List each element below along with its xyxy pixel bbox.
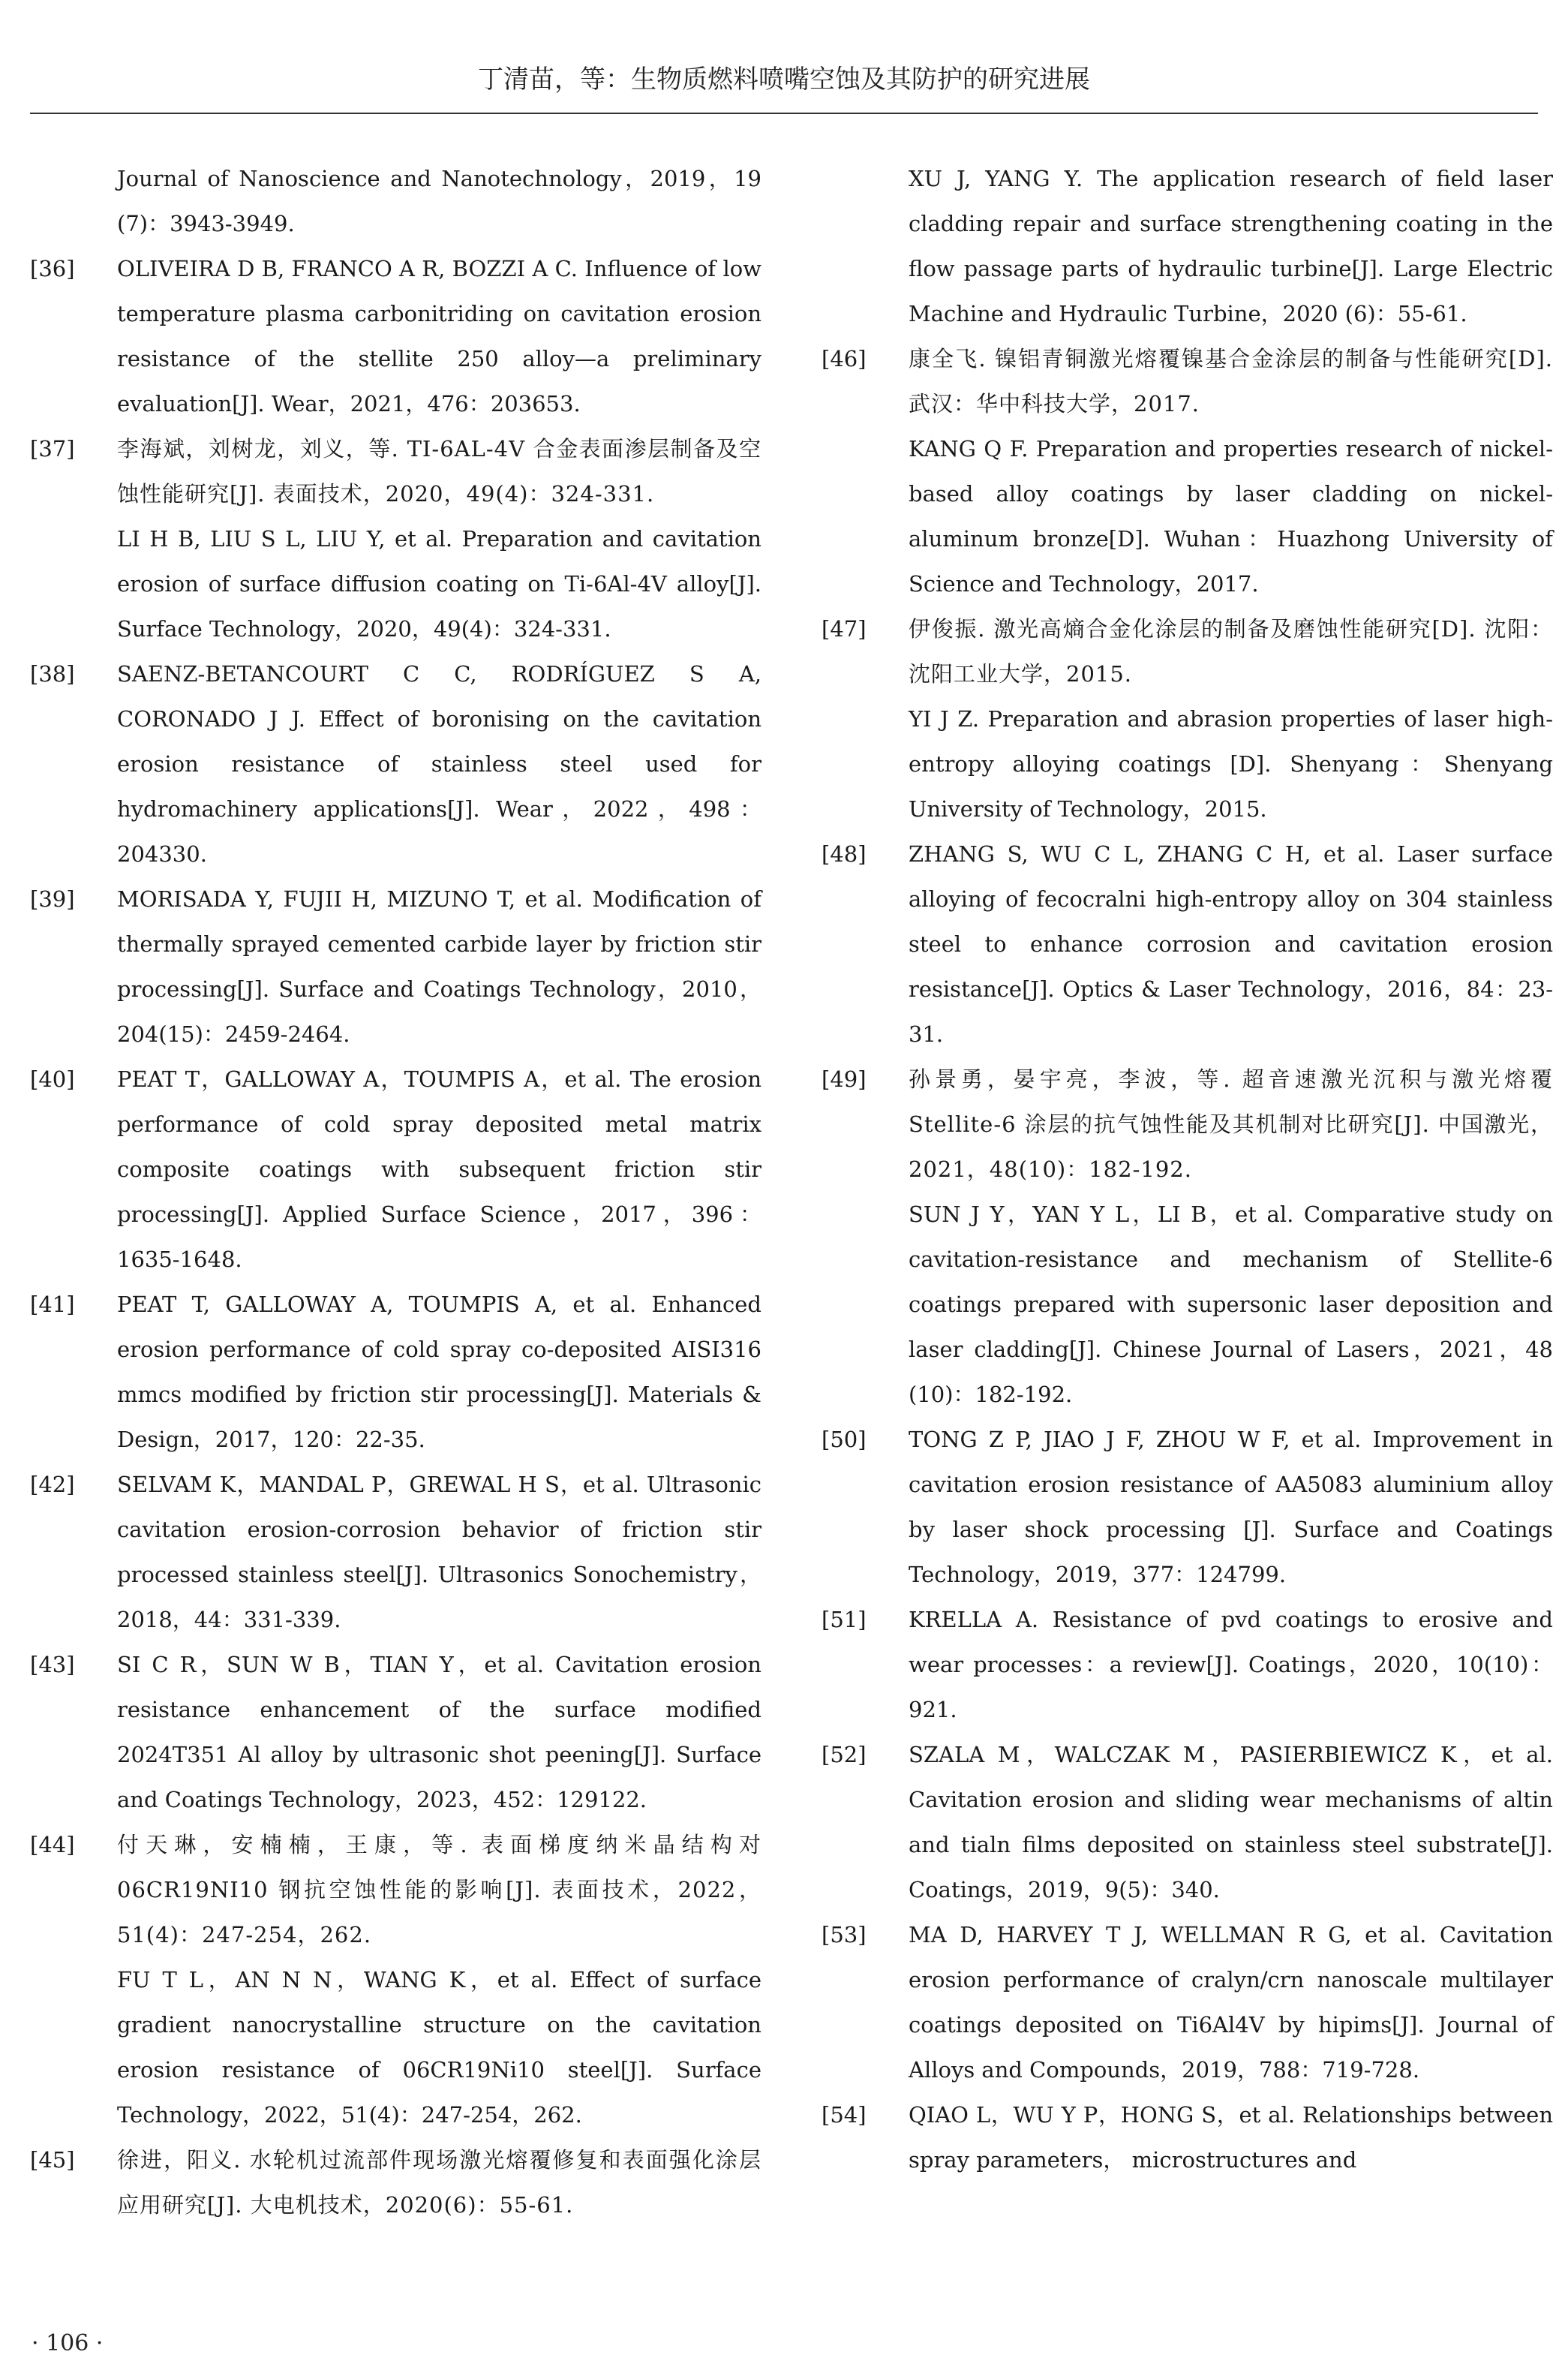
reference-entry <box>822 606 1553 832</box>
reference-number: [36] <box>30 256 75 281</box>
reference-number: [50] <box>822 1427 867 1452</box>
reference-entry <box>30 1282 761 1462</box>
reference-text: LI H B, LIU S L, LIU Y, et al. Preparation and cavitation erosion of surface diffusion coating on Ti-6Al-4V alloy[J]. Surface Technology，2020，49(4)：324-331. <box>117 526 761 642</box>
reference-text: 徐进，阳义. 水轮机过流部件现场激光熔覆修复和表面强化涂层应用研究[J]. 大电机技术，2020(6)：55-61. <box>117 2147 761 2218</box>
reference-entry <box>30 246 761 426</box>
reference-number: [49] <box>822 1066 867 1092</box>
reference-entry <box>822 1732 1553 1912</box>
reference-text: MORISADA Y, FUJII H, MIZUNO T, et al. Modification of thermally sprayed cemented carbide layer by friction stir processing[J]. Surface and Coatings Technology，2010，204(15)：2459-2464. <box>117 886 761 1047</box>
reference-text: SELVAM K，MANDAL P，GREWAL H S，et al. Ultrasonic cavitation erosion-corrosion behavior of friction stir processed stainless steel[J]. Ultrasonics Sonochemistry，2018，44：331-339. <box>117 1472 761 1632</box>
reference-text: 康全飞. 镍铝青铜激光熔覆镍基合金涂层的制备与性能研究[D]. 武汉：华中科技大学，2017. <box>909 346 1553 417</box>
reference-text: SAENZ-BETANCOURT C C, RODRÍGUEZ S A, CORONADO J J. Effect of boronising on the cavitation erosion resistance of stainless steel used for hydromachinery applications[J]. Wear，2022，498：204330. <box>117 661 761 867</box>
reference-text: FU T L，AN N N，WANG K，et al. Effect of surface gradient nanocrystalline structure on the cavitation erosion resistance of 06CR19Ni10 steel[J]. Surface Technology，2022，51(4)：247-254，262. <box>117 1967 761 2128</box>
reference-text: YI J Z. Preparation and abrasion properties of laser high-entropy alloying coatings [D]. Shenyang：Shenyang University of Technology，2015. <box>909 706 1553 822</box>
reference-number: [52] <box>822 1742 867 1767</box>
reference-text: TONG Z P, JIAO J F, ZHOU W F, et al. Improvement in cavitation erosion resistance of AA5083 aluminium alloy by laser shock processing [J]. Surface and Coatings Technology，2019，377：124799. <box>909 1427 1553 1587</box>
reference-text: KRELLA A. Resistance of pvd coatings to erosive and wear processes：a review[J]. Coatings，2020，10(10)：921. <box>909 1607 1553 1722</box>
reference-entry <box>30 156 761 246</box>
reference-number: [47] <box>822 616 867 642</box>
reference-text: 付天琳，安楠楠，王康，等. 表面梯度纳米晶结构对06CR19NI10 钢抗空蚀性能的影响[J]. 表面技术，2022，51(4)：247-254，262. <box>117 1832 761 1947</box>
reference-text: 孙景勇，晏宇亮，李波，等. 超音速激光沉积与激光熔覆 Stellite-6 涂层的抗气蚀性能及其机制对比研究[J]. 中国激光，2021，48(10)：182-192. <box>909 1066 1553 1182</box>
reference-entry <box>822 156 1553 336</box>
reference-text: PEAT T，GALLOWAY A，TOUMPIS A，et al. The erosion performance of cold spray deposited metal matrix composite coatings with subsequent friction stir processing[J]. Applied Surface Science，2017，396：1635-1648. <box>117 1066 761 1272</box>
reference-number: [37] <box>30 436 75 462</box>
reference-number: [54] <box>822 2102 867 2128</box>
reference-entry <box>822 1417 1553 1597</box>
reference-number: [44] <box>30 1832 75 1857</box>
reference-text: KANG Q F. Preparation and properties research of nickel-based alloy coatings by laser cladding on nickel-aluminum bronze[D]. Wuhan：Huazhong University of Science and Technology，2017. <box>909 436 1553 597</box>
reference-number: [53] <box>822 1922 867 1947</box>
reference-entry <box>822 2092 1553 2182</box>
reference-entry <box>822 1597 1553 1732</box>
reference-text: SUN J Y，YAN Y L，LI B，et al. Comparative study on cavitation-resistance and mechanism of Stellite-6 coatings prepared with supersonic laser deposition and laser cladding[J]. Chinese Journal of Lasers，2021，48 (10)：182-192. <box>909 1202 1553 1407</box>
reference-entry <box>30 426 761 651</box>
reference-entry <box>822 1912 1553 2092</box>
running-header: 丁清苗，等：生物质燃料喷嘴空蚀及其防护的研究进展 <box>478 65 1090 95</box>
reference-number: [42] <box>30 1472 75 1497</box>
reference-text: OLIVEIRA D B, FRANCO A R, BOZZI A C. Influence of low temperature plasma carbonitriding on cavitation erosion resistance of the stellite 250 alloy—a preliminary evaluation[J]. Wear，2021，476：203653. <box>117 256 761 417</box>
reference-entry <box>30 1462 761 1642</box>
reference-number: [51] <box>822 1607 867 1632</box>
reference-entry <box>30 1057 761 1282</box>
reference-number: [48] <box>822 841 867 867</box>
reference-text: 伊俊振. 激光高熵合金化涂层的制备及磨蚀性能研究[D]. 沈阳：沈阳工业大学，2015. <box>909 616 1553 687</box>
reference-number: [43] <box>30 1652 75 1677</box>
reference-number: [40] <box>30 1066 75 1092</box>
reference-text: XU J, YANG Y. The application research of field laser cladding repair and surface strengthening coating in the flow passage parts of hydraulic turbine[J]. Large Electric Machine and Hydraulic Turbine，2020 (6)：55-61. <box>909 166 1553 326</box>
reference-text: 李海斌，刘树龙，刘义，等. TI-6AL-4V 合金表面渗层制备及空蚀性能研究[J]. 表面技术，2020，49(4)：324-331. <box>117 436 761 507</box>
reference-text: MA D, HARVEY T J, WELLMAN R G, et al. Cavitation erosion performance of cralyn/crn nanoscale multilayer coatings deposited on Ti6Al4V by hipims[J]. Journal of Alloys and Compounds，2019，788：719-728. <box>909 1922 1553 2083</box>
reference-entry <box>30 1822 761 2137</box>
reference-entry <box>30 1642 761 1822</box>
reference-number: [46] <box>822 346 867 371</box>
reference-entry <box>822 1057 1553 1417</box>
reference-number: [45] <box>30 2147 75 2173</box>
left-column <box>30 156 761 2227</box>
reference-text: SI C R，SUN W B，TIAN Y，et al. Cavitation erosion resistance enhancement of the surface modified 2024T351 Al alloy by ultrasonic shot peening[J]. Surface and Coatings Technology，2023，452：129122. <box>117 1652 761 1812</box>
page-number: · 106 · <box>32 2330 104 2356</box>
reference-text: Journal of Nanoscience and Nanotechnology，2019，19 (7)：3943-3949. <box>117 166 761 236</box>
reference-entry <box>30 877 761 1057</box>
header-rule <box>30 113 1538 114</box>
reference-text: QIAO L，WU Y P，HONG S，et al. Relationships between spray parameters， microstructures and <box>909 2102 1553 2173</box>
reference-entry <box>30 2137 761 2227</box>
reference-entry <box>30 651 761 877</box>
reference-entry <box>822 832 1553 1057</box>
right-column <box>822 156 1553 2182</box>
reference-text: SZALA M，WALCZAK M，PASIERBIEWICZ K，et al. Cavitation erosion and sliding wear mechanisms of altin and tialn films deposited on stainless steel substrate[J]. Coatings，2019，9(5)：340. <box>909 1742 1553 1902</box>
reference-number: [39] <box>30 886 75 912</box>
reference-entry <box>822 336 1553 606</box>
reference-number: [38] <box>30 661 75 687</box>
reference-text: PEAT T, GALLOWAY A, TOUMPIS A, et al. Enhanced erosion performance of cold spray co-deposited AISI316 mmcs modified by friction stir processing[J]. Materials & Design，2017，120：22-35. <box>117 1292 761 1452</box>
reference-number: [41] <box>30 1292 75 1317</box>
reference-text: ZHANG S, WU C L, ZHANG C H, et al. Laser surface alloying of fecocralni high-entropy alloy on 304 stainless steel to enhance corrosion and cavitation erosion resistance[J]. Optics & Laser Technology，2016，84：23-31. <box>909 841 1553 1047</box>
